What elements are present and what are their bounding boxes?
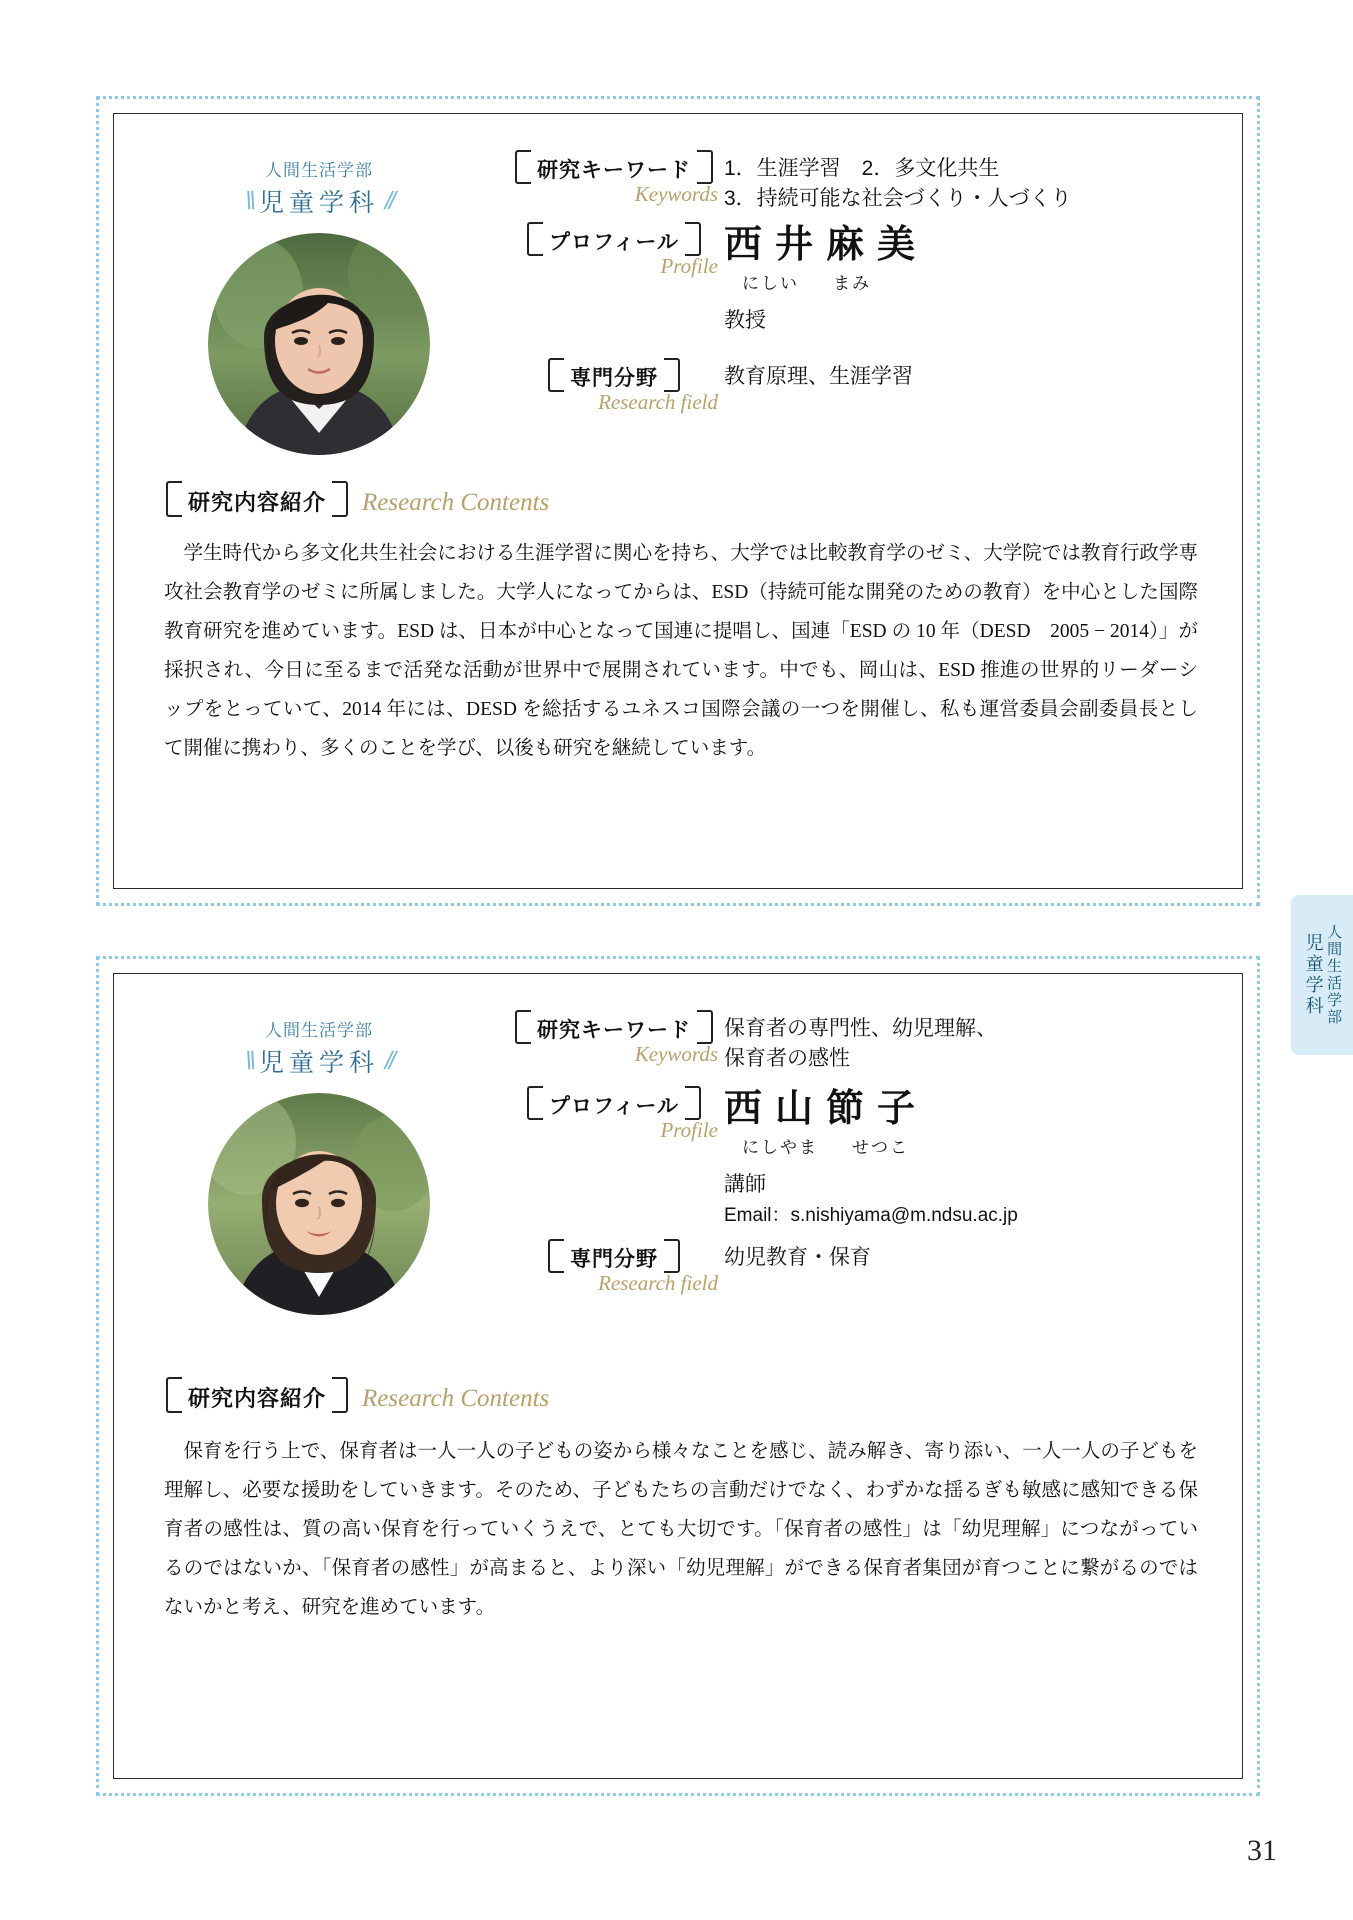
- person-name-kana-last: まみ: [833, 274, 871, 294]
- person-name-kana-last: せつこ: [852, 1138, 909, 1158]
- research-contents-heading-en: Research Contents: [362, 489, 550, 516]
- keyword-line: 1．生涯学習 2．多文化共生: [724, 157, 1000, 180]
- keywords-label-jp: 研究キーワード: [515, 1014, 713, 1044]
- department-row: [174, 183, 464, 219]
- slash-decoration-right: //: [382, 1046, 396, 1075]
- profile-value: [724, 1088, 1222, 1228]
- profile-label: [504, 224, 724, 279]
- keyword-line: 3．持続可能な社会づくり・人づくり: [724, 186, 1072, 210]
- profile-label-jp: プロフィール: [527, 226, 701, 256]
- portrait-photo: [208, 233, 430, 455]
- research-field-value: 教育原理、生涯学習: [724, 365, 913, 389]
- person-name-kana-first: にしやま: [742, 1138, 818, 1158]
- keywords-label-en: Keywords: [634, 182, 718, 206]
- side-tab-department: 児童学科: [1303, 933, 1324, 1017]
- keywords-label: [504, 152, 724, 207]
- portrait-photo: [208, 1093, 430, 1315]
- department-label: 児童学科: [258, 189, 379, 217]
- keyword-line: 保育者の感性: [724, 1046, 850, 1070]
- keywords-label: [504, 1012, 724, 1067]
- keyword-line: 保育者の専門性、幼児理解、: [724, 1017, 997, 1040]
- portrait-column: [174, 1016, 464, 1315]
- research-field-label: [504, 1241, 724, 1296]
- person-name-kana: [724, 269, 1222, 294]
- page-number: 31: [1247, 1834, 1277, 1867]
- keywords-value: [724, 152, 1222, 214]
- profile-label-en: Profile: [660, 1117, 718, 1142]
- research-contents-heading-jp: 研究内容紹介: [166, 486, 348, 517]
- person-name: 西山節子: [724, 1087, 929, 1130]
- card-inner: [113, 113, 1243, 889]
- card-inner: [113, 973, 1243, 1779]
- person-title: 講師: [724, 1173, 766, 1197]
- keywords-value: [724, 1012, 1222, 1074]
- profile-row: [504, 1088, 1222, 1228]
- faculty-label: 人間生活学部: [265, 1021, 373, 1040]
- side-tab-faculty: 人間生活学部: [1325, 924, 1343, 1026]
- profile-label-en: Profile: [660, 253, 718, 278]
- research-field-row: [504, 360, 1222, 415]
- slash-decoration-right: //: [382, 186, 396, 215]
- info-column: [504, 152, 1222, 425]
- info-column: [504, 1012, 1222, 1306]
- profile-row: [504, 224, 1222, 335]
- research-contents-heading: [166, 1382, 549, 1413]
- keywords-label-jp: 研究キーワード: [515, 154, 713, 184]
- research-field-label-jp: 専門分野: [548, 1243, 680, 1273]
- keywords-row: [504, 1012, 1222, 1074]
- research-field-label: [504, 360, 724, 415]
- research-field-label-en: Research field: [598, 1271, 718, 1296]
- faculty-card: [96, 956, 1260, 1796]
- department-row: [174, 1043, 464, 1079]
- research-contents-heading-jp: 研究内容紹介: [166, 1382, 348, 1413]
- keywords-label-en: Keywords: [634, 1042, 718, 1066]
- slash-decoration-left: \\: [242, 1046, 257, 1075]
- person-email[interactable]: Email：s.nishiyama@m.ndsu.ac.jp: [724, 1205, 1018, 1227]
- research-contents-text: 学生時代から多文化共生社会における生涯学習に関心を持ち、大学では比較教育学のゼミ、大学院では教育行政学専攻社会教育学のゼミに所属しました。大学人になってからは、ESD（持続可能な開発のための教育）を中心とした国際教育研究を進めています。ESD は、日本が中心となって国連に提唱し、国連「ESD の 10 年（DESD 2005 − 2014）」が採択され、今日に至るまで活発な活動が世界中で展開されています。中でも、岡山は、ESD 推進の世界的リーダーシップをとっていて、2014 年には、DESD を総括するユネスコ国際会議の一つを開催し、私も運営委員会副委員長として開催に携わり、多くのことを学び、以後も研究を継続しています。: [164, 543, 1198, 759]
- person-name-kana-first: にしい: [742, 274, 799, 294]
- faculty-label: 人間生活学部: [265, 161, 373, 180]
- profile-label: [504, 1088, 724, 1143]
- side-index-tab: [1291, 895, 1353, 1055]
- research-field-row: [504, 1241, 1222, 1296]
- research-field-value: 幼児教育・保育: [724, 1246, 871, 1270]
- research-contents-heading-en: Research Contents: [362, 1385, 550, 1412]
- research-contents-text: 保育を行う上で、保育者は一人一人の子どもの姿から様々なことを感じ、読み解き、寄り添い、一人一人の子どもを理解し、必要な援助をしていきます。そのため、子どもたちの言動だけでなく、わずかな揺るぎも敏感に感知できる保育者の感性は、質の高い保育を行っていくうえで、とても大切です。「保育者の感性」は「幼児理解」につながっているのではないか、「保育者の感性」が高まると、より深い「幼児理解」ができる保育者集団が育つことに繋がるのではないかと考え、研究を進めています。: [164, 1441, 1198, 1618]
- slash-decoration-left: \\: [242, 186, 257, 215]
- profile-value: [724, 224, 1222, 335]
- person-name: 西井麻美: [724, 223, 929, 266]
- research-field-label-jp: 専門分野: [548, 362, 680, 392]
- research-field-label-en: Research field: [598, 390, 718, 415]
- faculty-card: [96, 96, 1260, 906]
- research-contents-heading: [166, 486, 549, 517]
- person-name-kana: [724, 1133, 1222, 1158]
- person-title: 教授: [724, 309, 766, 333]
- portrait-column: [174, 156, 464, 455]
- profile-label-jp: プロフィール: [527, 1090, 701, 1120]
- department-label: 児童学科: [258, 1049, 379, 1077]
- keywords-row: [504, 152, 1222, 214]
